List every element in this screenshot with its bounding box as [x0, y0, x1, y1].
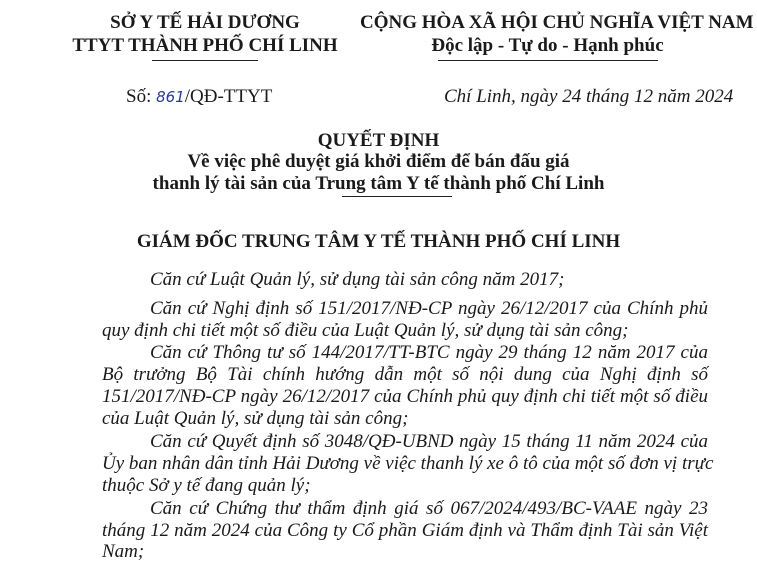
legal-basis-line: Căn cứ Quyết định số 3048/QĐ-UBND ngày 15 tháng 11 năm 2024 của	[150, 431, 708, 452]
legal-basis-line: Ủy ban nhân dân tỉnh Hải Dương về việc thanh lý xe ô tô của một số đơn vị trực	[102, 453, 714, 474]
decision-subject-line2: thanh lý tài sản của Trung tâm Y tế thành phố Chí Linh	[152, 173, 605, 194]
number-prefix: Số:	[126, 86, 152, 107]
title-underline	[342, 196, 452, 197]
legal-basis-line: Căn cứ Thông tư số 144/2017/TT-BTC ngày 29 tháng 12 năm 2017 của	[150, 342, 708, 363]
national-motto: Độc lập - Tự do - Hạnh phúc	[431, 35, 664, 56]
legal-basis-line: quy định chi tiết một số điều của Luật Quản lý, sử dụng tài sản công;	[102, 320, 629, 341]
number-suffix: /QĐ-TTYT	[184, 86, 273, 107]
legal-basis-line: của Luật Quản lý, sử dụng tài sản công;	[102, 408, 409, 429]
document-number	[126, 86, 272, 108]
decision-subject-line1: Về việc phê duyệt giá khởi điểm để bán đấu giá	[187, 151, 570, 172]
legal-basis-line: 151/2017/NĐ-CP ngày 26/12/2017 của Chính phủ quy định chi tiết một số điều	[102, 386, 708, 407]
legal-basis-line: Căn cứ Nghị định số 151/2017/NĐ-CP ngày 26/12/2017 của Chính phủ	[150, 298, 708, 319]
motto-underline	[438, 60, 658, 61]
legal-basis-line: Bộ trưởng Bộ Tài chính hướng dẫn một số nội dung của Nghị định số	[102, 364, 708, 385]
unit-underline	[152, 60, 258, 61]
legal-basis-line: thuộc Sở y tế đang quản lý;	[102, 475, 311, 496]
agency-name: SỞ Y TẾ HẢI DƯƠNG	[110, 12, 300, 33]
issuing-authority: GIÁM ĐỐC TRUNG TÂM Y TẾ THÀNH PHỐ CHÍ LINH	[136, 231, 621, 252]
place-date: Chí Linh, ngày 24 tháng 12 năm 2024	[444, 86, 734, 107]
legal-basis-line: Căn cứ Chứng thư thẩm định giá số 067/2024/493/BC-VAAE ngày 23	[150, 498, 708, 519]
unit-name: TTYT THÀNH PHỐ CHÍ LINH	[72, 35, 338, 56]
decision-title: QUYẾT ĐỊNH	[317, 130, 440, 151]
legal-basis-line: Căn cứ Luật Quản lý, sử dụng tài sản công năm 2017;	[150, 269, 565, 290]
handwritten-number: 861	[156, 88, 185, 106]
national-title: CỘNG HÒA XÃ HỘI CHỦ NGHĨA VIỆT NAM	[360, 12, 754, 33]
legal-basis-line: tháng 12 năm 2024 của Công ty Cổ phần Giám định và Thẩm định Tài sản Việt	[102, 520, 708, 541]
legal-basis-line: Nam;	[102, 541, 145, 562]
